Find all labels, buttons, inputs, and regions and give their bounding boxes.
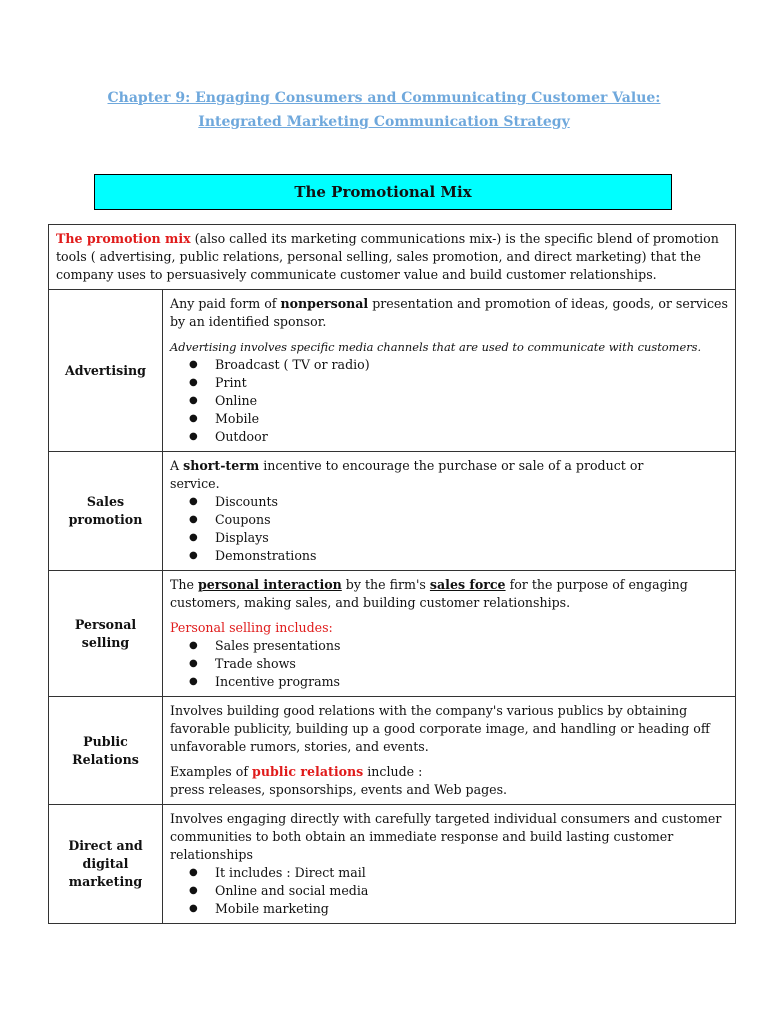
content-sales-promotion	[163, 452, 736, 571]
list-item: ● It includes : Direct mail	[215, 864, 728, 882]
row-public-relations	[49, 697, 736, 805]
intro-cell	[49, 225, 736, 290]
label-advertising: Advertising	[49, 290, 163, 452]
list-item: ● Displays	[215, 529, 728, 547]
promotional-mix-table	[48, 224, 736, 924]
direct-definition: Involves engaging directly with carefully targeted individual consumers and customer communities to both obtain an immediate response and build lasting customer relationships	[170, 811, 722, 862]
direct-list	[170, 864, 728, 918]
list-item: ● Mobile marketing	[215, 900, 728, 918]
list-item: ● Broadcast ( TV or radio)	[215, 356, 728, 374]
row-personal-selling	[49, 571, 736, 697]
list-item: ● Incentive programs	[215, 673, 728, 691]
list-item: ● Print	[215, 374, 728, 392]
list-item: ● Coupons	[215, 511, 728, 529]
term-sales-force: sales force	[429, 577, 506, 592]
personal-selling-includes: Personal selling includes:	[170, 620, 333, 635]
list-item: ● Outdoor	[215, 428, 728, 446]
term-nonpersonal: nonpersonal	[280, 296, 369, 311]
sales-promotion-definition: A short-term incentive to encourage the purchase or sale of a product or	[170, 458, 644, 473]
intro-term: The promotion mix	[56, 231, 191, 246]
term-public-relations: public relations	[252, 764, 364, 779]
label-personal-selling: Personal selling	[49, 571, 163, 697]
content-public-relations	[163, 697, 736, 805]
public-relations-examples: Examples of public relations include :	[170, 764, 423, 779]
content-direct-digital	[163, 805, 736, 924]
row-advertising	[49, 290, 736, 452]
list-item: ● Sales presentations	[215, 637, 728, 655]
advertising-note: Advertising involves specific media channels that are used to communicate with customers.	[170, 340, 702, 354]
public-relations-examples-line2: press releases, sponsorships, events and Web pages.	[170, 782, 508, 797]
intro-row	[49, 225, 736, 290]
sales-promotion-definition-line2: service.	[170, 476, 220, 491]
row-sales-promotion	[49, 452, 736, 571]
term-short-term: short-term	[183, 458, 260, 473]
term-personal-interaction: personal interaction	[197, 577, 342, 592]
content-advertising	[163, 290, 736, 452]
label-sales-promotion: Sales promotion	[49, 452, 163, 571]
list-item: ● Discounts	[215, 493, 728, 511]
row-direct-digital	[49, 805, 736, 924]
content-personal-selling	[163, 571, 736, 697]
list-item: ● Mobile	[215, 410, 728, 428]
list-item: ● Trade shows	[215, 655, 728, 673]
list-item: ● Online and social media	[215, 882, 728, 900]
label-direct-digital: Direct and digital marketing	[49, 805, 163, 924]
list-item: ● Online	[215, 392, 728, 410]
sales-promotion-list	[170, 493, 728, 565]
section-title: The Promotional Mix	[294, 183, 472, 201]
chapter-title[interactable]: Chapter 9: Engaging Consumers and Communicating Customer Value: Integrated Marketing Communication Strategy	[107, 90, 661, 130]
personal-selling-list	[170, 637, 728, 691]
advertising-list	[170, 356, 728, 446]
label-public-relations: Public Relations	[49, 697, 163, 805]
advertising-definition: Any paid form of nonpersonal presentation and promotion of ideas, goods, or services by an identified sponsor.	[170, 296, 728, 329]
public-relations-definition: Involves building good relations with the company's various publics by obtaining favorable publicity, building up a good corporate image, and handling or heading off unfavorable rumors, stories, and events.	[170, 703, 710, 754]
section-title-box	[94, 174, 672, 210]
list-item: ● Demonstrations	[215, 547, 728, 565]
intro-text: (also called its marketing communications mix-) is the specific blend of promotion tools ( advertising, public relations, personal selling, sales promotion, and direct marketing) that the company uses to persuasively communicate customer value and build customer relationships.	[56, 231, 719, 282]
personal-selling-definition: The personal interaction by the firm's sales force for the purpose of engaging customers, making sales, and building customer relationships.	[170, 577, 688, 610]
